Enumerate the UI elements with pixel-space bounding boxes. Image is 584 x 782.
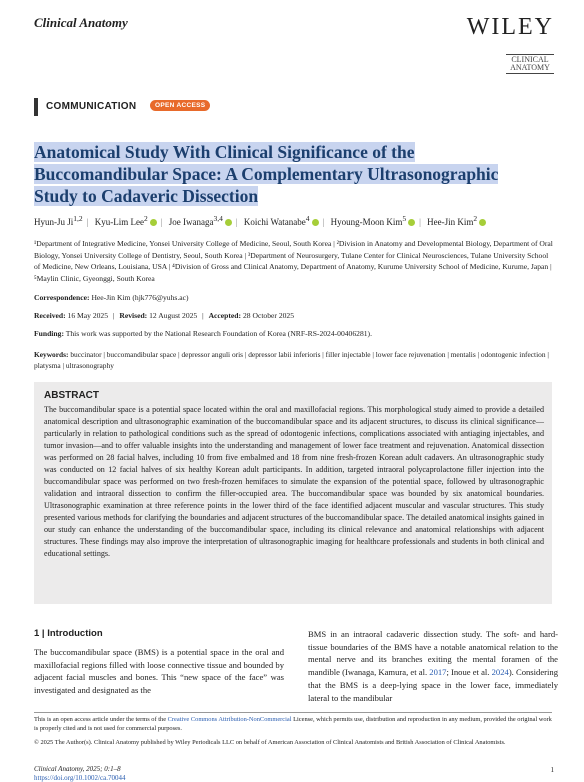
correspondence: Correspondence: Hee-Jin Kim (hjk776@yuhs.ac) <box>34 293 189 302</box>
author[interactable]: Hee-Jin Kim$^2$ <box>427 217 486 227</box>
author[interactable]: Hyoung-Moon Kim$^5$ <box>331 217 416 227</box>
funding: Funding: This work was supported by the National Research Foundation of Korea (NRF-RS-2024-00406281). <box>34 329 372 338</box>
open-access-badge: OPEN ACCESS <box>150 100 210 111</box>
section-heading: 1 | Introduction <box>34 628 103 639</box>
article-title <box>34 141 534 207</box>
keywords: Keywords: buccinator | buccomandibular space | depressor anguli oris | depressor labii inferioris | filler injectable | lower face rejuvenation | mentalis | odontogenic infection | platysma | ultrasonography <box>34 350 549 370</box>
footer-divider <box>34 712 552 713</box>
reference-link[interactable]: 2017 <box>429 667 447 678</box>
orcid-icon[interactable] <box>150 219 157 226</box>
page-number: 1 <box>550 766 554 774</box>
doi-link[interactable]: https://doi.org/10.1002/ca.70044 <box>34 774 126 782</box>
orcid-icon[interactable] <box>408 219 415 226</box>
reference-link[interactable]: 2024 <box>491 667 509 678</box>
orcid-icon[interactable] <box>225 219 232 226</box>
dates: Received: 16 May 2025 | Revised: 12 August 2025 | Accepted: 28 October 2025 <box>34 311 295 320</box>
license-note: This is an open access article under the terms of the Creative Commons Attribution-NonCommercial License, which permits use, distribution and reproduction in any medium, provided the original work is properly cited and is not used for commercial purposes. <box>34 716 552 732</box>
affiliations: ¹Department of Integrative Medicine, Yonsei University College of Medicine, Seoul, South Korea | ²Division in Anatomy and Developmental Biology, Department of Oral Biology, Yonsei University College of Dentistry, Seoul, South Korea | ³Department of Neurosurgery, Tulane Center for Clinical Neurosciences, Tulane University School of Medicine, New Orleans, Louisiana, USA | ⁴Division of Gross and Clinical Anatomy, Department of Anatomy, Kurume University School of Medicine, Kurume, Japan | ⁵Maylin Clinic, Gyeonggi, South Korea <box>34 239 553 283</box>
copyright-note: © 2025 The Author(s). Clinical Anatomy published by Wiley Periodicals LLC on behalf of American Association of Clinical Anatomists and British Association of Clinical Anatomists. <box>34 739 506 746</box>
correspondence-text[interactable]: Hee-Jin Kim (hjk776@yuhs.ac) <box>91 293 189 302</box>
journal-logo-line2: ANATOMY <box>510 63 550 72</box>
section-label: COMMUNICATION <box>46 101 137 112</box>
license-link[interactable]: Creative Commons Attribution-NonCommercial <box>167 716 292 723</box>
body-column-left: The buccomandibular space (BMS) is a potential space in the oral and maxillofacial regions filled with loose connective tissue and bounded by adjacent facial muscles and bones. This “new space of the face” was investigated and designated as the <box>34 647 284 696</box>
journal-logo-line1: CLINICAL <box>511 55 549 64</box>
journal-name: Clinical Anatomy <box>34 15 128 30</box>
author-list: Hyun-Ju Ji$^{1,2}$ | Kyu-Lim Lee$^2$ | Joe Iwanaga$^{3,4}$ | Koichi Watanabe$^4$ | Hyoung-Moon Kim$^5$ | Hee-Jin Kim$^2$ <box>34 214 554 227</box>
author[interactable]: Hyun-Ju Ji$^{1,2}$ <box>34 214 83 227</box>
abstract-text: The buccomandibular space is a potential space located within the oral and maxillofacial regions. This morphological study aimed to provide a detailed anatomical description and ultrasonographic examination of the buccomandibular space and its adjacent structures, to discuss its clinical significance—particularly in relation to pathological conditions such as the spread of odontogenic infections, complications associated with antiaging injectables, and tumor invasion—and to offer valuable insights into the understanding and management of lower face treatment and rejuvenation. Anatomical dissection was performed on 28 facial halves, including 10 from five embalmed and 18 from nine fresh-frozen Korean adult cadavers. An ultrasonographic study was conducted on 12 facial halves of six healthy Korean adult participants. In addition, targeted intraoral polycaprolactone filler injection into the buccomandibular space was performed on two fresh-frozen hemifaces to simulate the expansion of the potential space, followed by ultrasonographic validation and intraoral dissection to confirm the filler-occupied area. The buccomandibular space was bounded by six anatomical boundaries. Ultrasonographic examination at three reference points in the lower third of the face identified adjacent muscular and vascular structures. This study presented various methods for clarifying the boundaries and adjacent structures of the buccomandibular space. The detailed anatomical insights gained in our study can enhance the understanding of the buccomandibular space, including its clinical relevance and anatomical relationships with adjacent structures. These findings may also improve the interpretation of ultrasonographic imaging for healthcare professionals and students in both clinical and educational settings. <box>44 405 544 558</box>
author[interactable]: Kyu-Lim Lee$^2$ <box>95 217 157 227</box>
orcid-icon[interactable] <box>479 219 486 226</box>
citation: Clinical Anatomy, 2025; 0:1–8 <box>34 765 121 773</box>
body-column-right: BMS in an intraoral cadaveric dissection study. The soft- and hard-tissue boundaries of the BMS have a notable anatomical relation to the mental nerve and its branches exiting the mental foramen of the mandible (Iwanaga, Kamura, et al. 2017; Inoue et al. 2024). Considering that the BMS is a deep-lying space in the lower face, immediately lateral to the mandibular <box>308 629 558 703</box>
article-title-text: Anatomical Study With Clinical Significance of the Buccomandibular Space: A Complementary Ultrasonographic Study to Cadaveric Dissection <box>34 142 499 206</box>
section-bar <box>34 98 38 116</box>
journal-logo[interactable] <box>506 54 554 74</box>
author[interactable]: Koichi Watanabe$^4$ <box>244 217 319 227</box>
author[interactable]: Joe Iwanaga$^{3,4}$ <box>169 217 232 227</box>
publisher-logo[interactable]: WILEY <box>466 14 554 40</box>
abstract-heading: ABSTRACT <box>44 390 99 401</box>
orcid-icon[interactable] <box>312 219 319 226</box>
